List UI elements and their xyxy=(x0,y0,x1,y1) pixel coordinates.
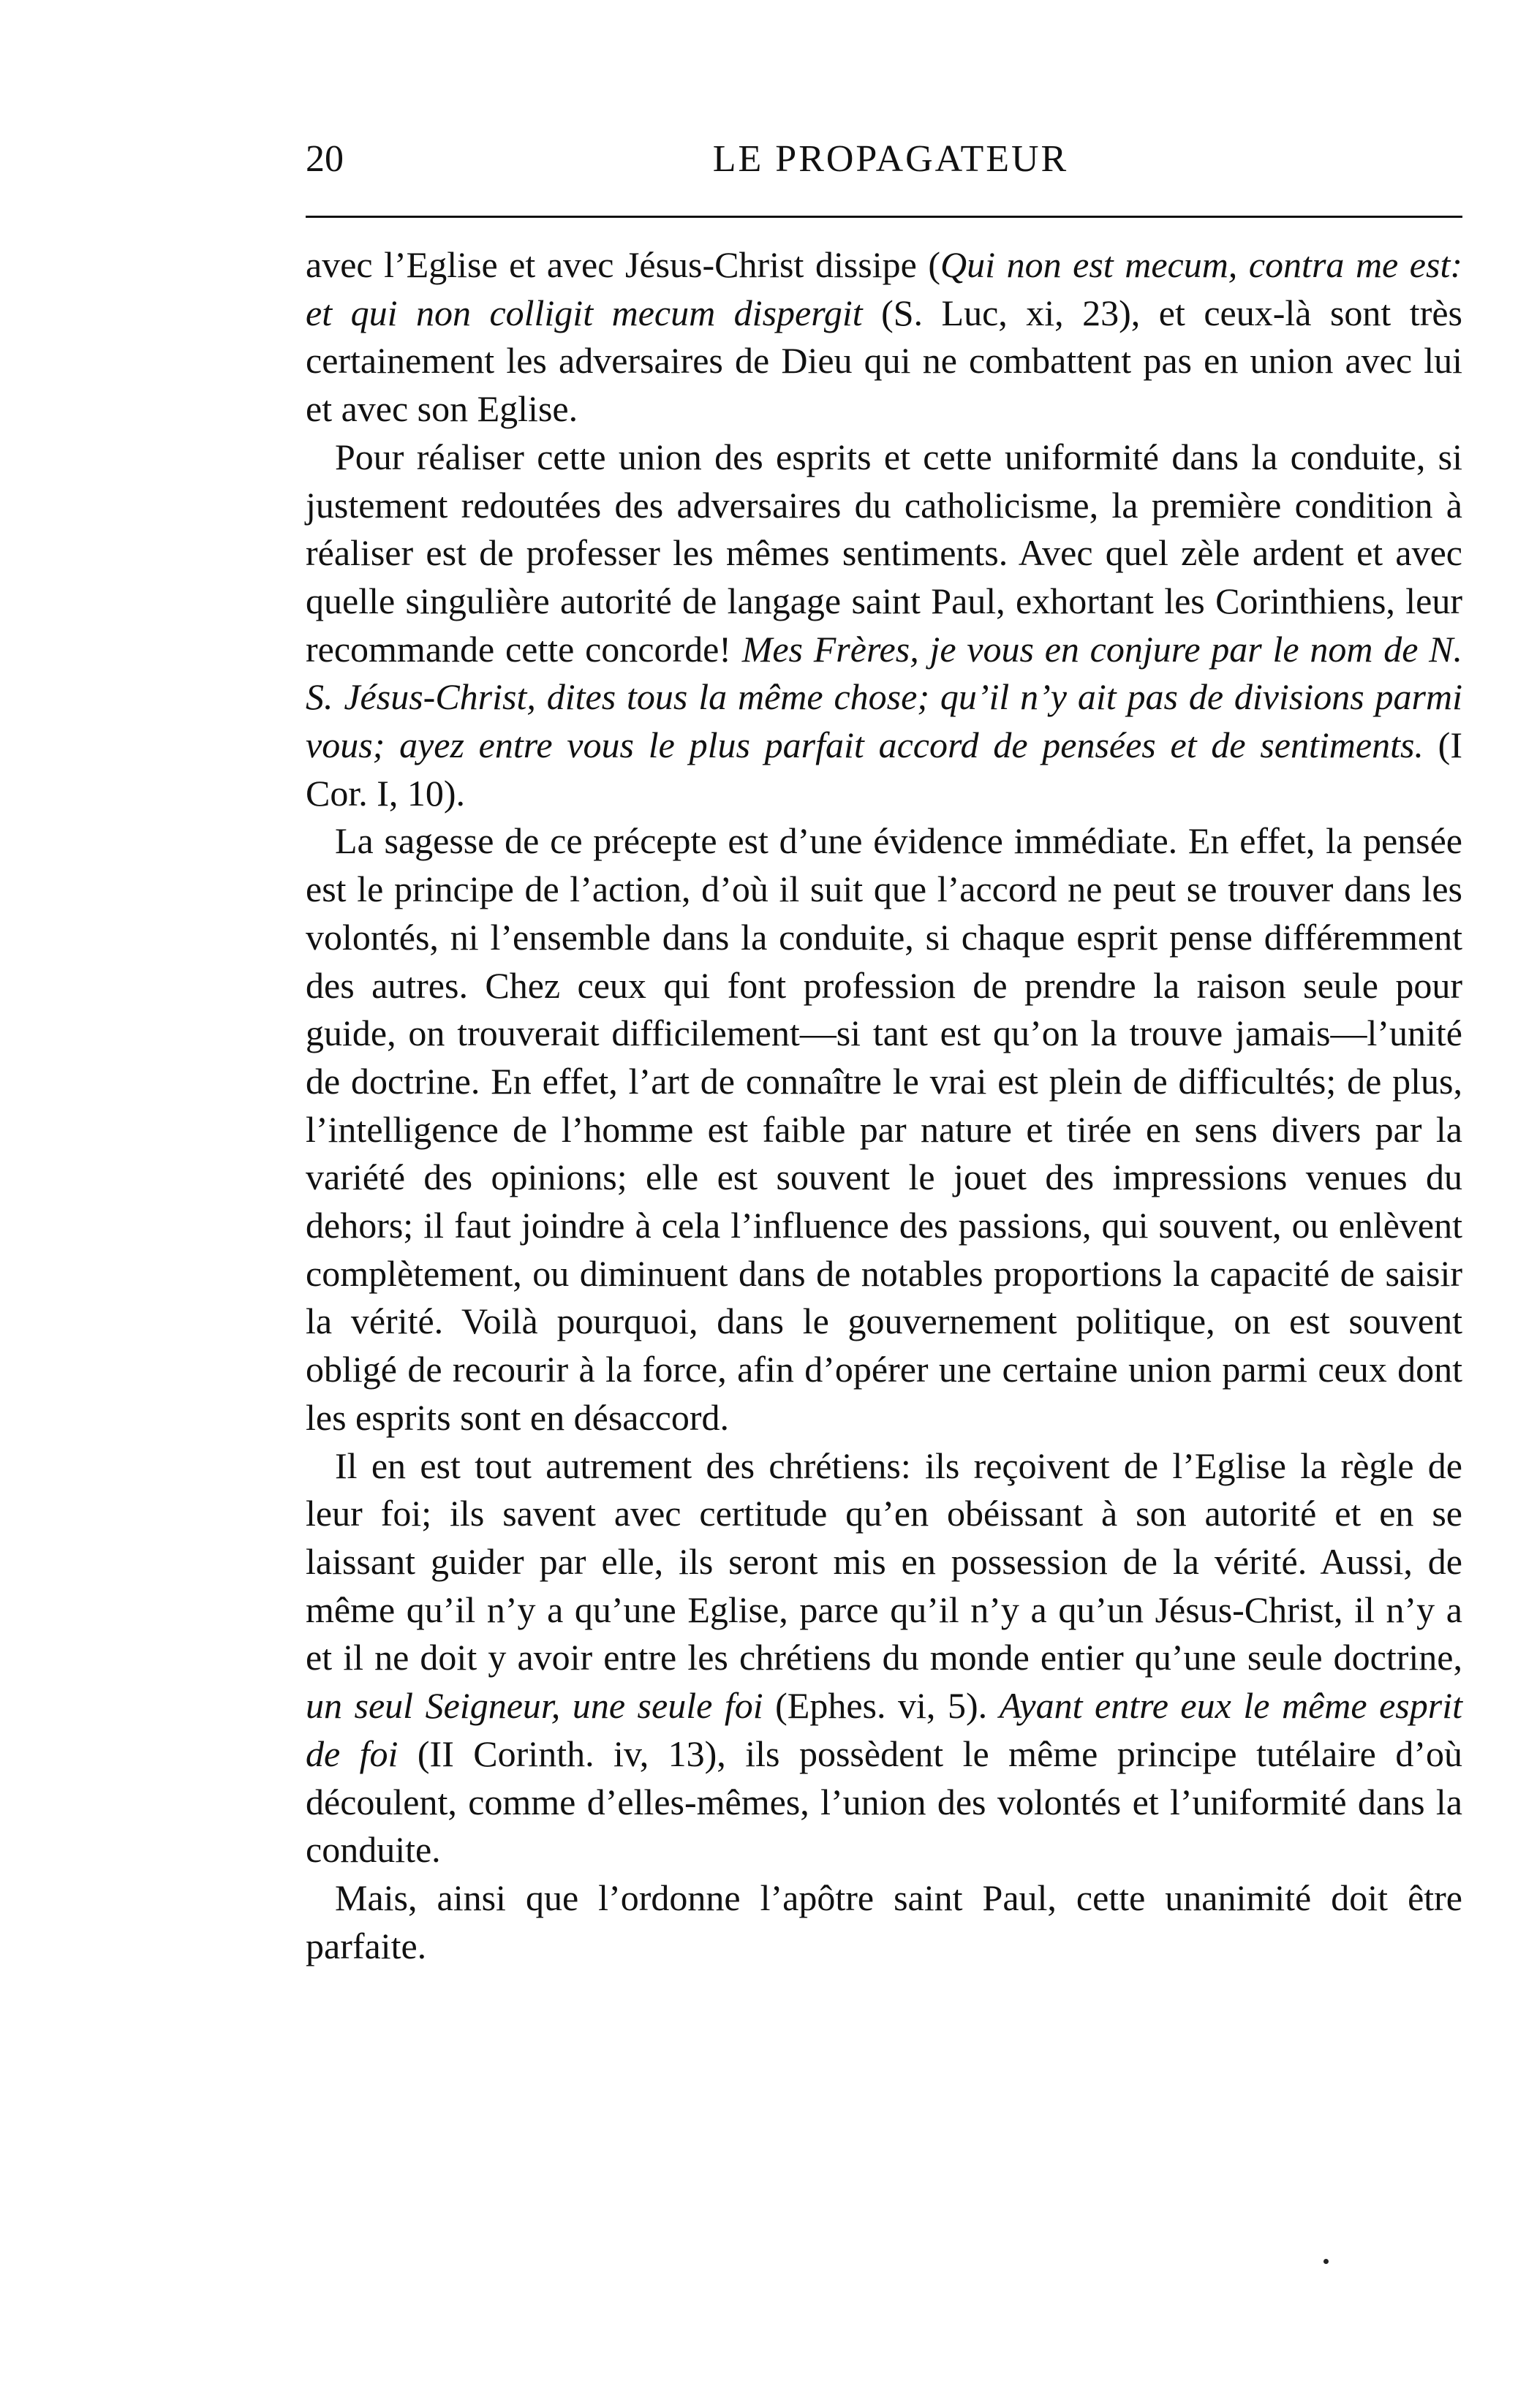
text-run: Pour réaliser cette union des esprits et cette uniformité dans la conduite, si justement redoutées des adversaires du catholicisme, la première condition à réaliser est de professer les mêmes sentiments. Avec quel zèle ardent et avec quelle singulière autorité de langage saint Paul, exhortant les Corinthiens, leur recommande cette concorde! xyxy=(306,436,1462,670)
italic-text: un seul Seigneur, une seule foi xyxy=(306,1685,763,1727)
body-text xyxy=(306,241,1462,1970)
italic-text: Qui non est mecum, contra me est: et qui non colligit mecum dispergit xyxy=(306,244,1462,333)
paragraph xyxy=(306,1442,1462,1874)
paragraph xyxy=(306,817,1462,1442)
paragraph xyxy=(306,1874,1462,1970)
italic-text: Mes Frères, je vous en conjure par le nom de N. S. Jésus-Christ, dites tous la même chose; qu’il n’y ait pas de divisions parmi vous; ayez entre vous le plus parfait accord de pensées et de sentiments. xyxy=(306,628,1462,766)
text-run: (I Cor. I, 10). xyxy=(306,724,1462,814)
text-run: La sagesse de ce précepte est d’une évidence immédiate. En effet, la pensée est le principe de l’action, d’où il suit que l’accord ne peut se trouver dans les volontés, ni l’ensemble dans la conduite, si chaque esprit pense différemment des autres. Chez ceux qui font profession de prendre la raison seule pour guide, on trouverait difficilement—si tant est qu’on la trouve jamais—l’unité de doctrine. En effet, l’art de connaître le vrai est plein de difficultés; de plus, l’intelligence de l’homme est faible par nature et tirée en sens divers par la variété des opinions; elle est souvent le jouet des impressions venues du dehors; il faut joindre à cela l’influence des passions, qui souvent, ou enlèvent complètement, ou diminuent dans de notables proportions la capacité de saisir la vérité. Voilà pourquoi, dans le gouvernement politique, on est souvent obligé de recourir à la force, afin d’opérer une certaine union parmi ceux dont les esprits sont en désaccord. xyxy=(306,820,1462,1438)
header-rule xyxy=(306,216,1462,218)
text-run: (Ephes. vi, 5). xyxy=(763,1685,1000,1727)
text-run: Il en est tout autrement des chrétiens: ils reçoivent de l’Eglise la règle de leur foi; ils savent avec certitude qu’en obéissant à son autorité et en se laissant guider par elle, ils seront mis en possession de la vérité. Aussi, de même qu’il n’y a qu’une Eglise, parce qu’il n’y a qu’un Jésus-Christ, il n’y a et il ne doit y avoir entre les chrétiens du monde entier qu’une seule doctrine, xyxy=(306,1445,1462,1678)
running-title: LE PROPAGATEUR xyxy=(712,138,1069,180)
italic-text: Ayant entre eux le même esprit de foi xyxy=(306,1685,1462,1774)
text-run: (S. Luc, xi, 23), et ceux-là sont très certainement les adversaires de Dieu qui ne combattent pas en union avec lui et avec son Eglise. xyxy=(306,292,1463,430)
paragraph xyxy=(306,241,1462,433)
page-header xyxy=(306,130,1462,189)
text-run: avec l’Eglise et avec Jésus-Christ dissipe ( xyxy=(306,244,941,285)
text-run: (II Corinth. iv, 13), ils possèdent le même principe tutélaire d’où découlent, comme d’elles-mêmes, l’union des volontés et l’uniformité dans la conduite. xyxy=(306,1733,1462,1871)
paragraph xyxy=(306,433,1462,818)
page-number: 20 xyxy=(306,138,344,180)
print-speck xyxy=(1323,2259,1329,2264)
text-run: Mais, ainsi que l’ordonne l’apôtre saint Paul, cette unanimité doit être parfaite. xyxy=(306,1877,1462,1966)
